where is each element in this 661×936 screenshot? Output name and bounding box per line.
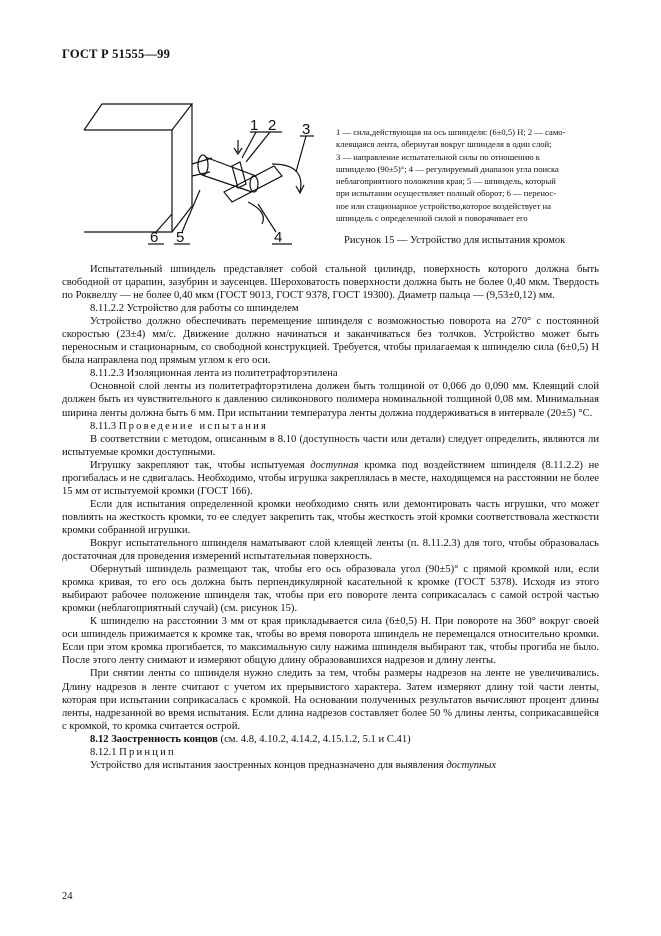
legend-line: шпиндель с определенной силой и поворачивает его [336,213,528,224]
section-title-bold: 8.12 Заостренность концов [90,733,218,745]
figure-label-1: 1 [250,117,259,134]
section-title: Принцип [119,746,176,758]
figure-label-4: 4 [274,229,283,246]
document-body [62,263,599,772]
legend-line: при испытании осуществляет полный оборот; 6 — перенос- [336,188,557,199]
standard-code: ГОСТ Р 51555—99 [62,47,171,61]
paragraph: Испытательный шпиндель представляет собой стальной цилиндр, поверхность которого должна быть свободной от царапин, зазубрин и заусенцев. Шероховатость поверхности должна быть не более 0,40 мкм. Твердость по Роквеллу — не более 0,40 мкм (ГОСТ 9013, ГОСТ 9378, ГОСТ 19300). Диаметр пальца — (9,53±0,12) мм. [62,264,599,302]
figure-label-3: 3 [302,121,311,138]
paragraph: Если для испытания определенной кромки необходимо снять или демонтировать часть игрушки, что может повлиять на жесткость кромки, то ее следует закрепить так, чтобы жесткость этой кромки соответствовала жесткости кромки собранной игрушки. [62,498,599,536]
emphasis: доступных [446,759,497,771]
paragraph: К шпинделю на расстоянии 3 мм от края прикладывается сила (6±0,5) Н. При повороте на 360° вокруг своей оси шпиндель прижимается к кромке так, чтобы во время поворота шпиндель не перемещался относительно кромки. Если при этом кромка прогибается, то максимальную силу нажима шпинделя выбирают так, чтобы прогиба не было. После этого ленту снимают и измеряют общую длину образовавшихся надрезов и длину ленты. [62,616,599,667]
paragraph [62,759,599,772]
section-heading [62,746,599,759]
paragraph: При снятии ленты со шпинделя нужно следить за тем, чтобы размеры надрезов на ленте не увеличивались. Длину надрезов в ленте считают с учетом их прерывистого характера. Затем измеряют длину той части ленты, которая при испытании соприкасалась с кромкой. На основании полученных результатов вычисляют процент длины ленты, надрезанной во время испытания. Если длина надрезов составляет более 50 % длины ленты, соприкасавшейся с кромкой, то кромка считается острой. [62,668,599,732]
text-run: кромка под воздействием шпинделя (8.11.2.2) не прогибалась и не сдвигалась. Необходимо, чтобы игрушка закреплялась в месте, находящемся на расстоянии не более 15 мм от испытуемой кромки (ГОСТ 166). [62,459,599,497]
edge-test-device-drawing [60,92,345,252]
section-number: 8.11.3 [90,420,117,432]
section-number: 8.12.1 [90,746,117,758]
legend-line: 3 — направление испытательной силы по отношению к [336,151,540,162]
paragraph: Вокруг испытательного шпинделя наматывают слой клеящей ленты (п. 8.11.2.3) для того, чтобы образовалась достаточная для проведения измерений испытательная поверхность. [62,537,599,563]
paragraph: Основной слой ленты из политетрафторэтилена должен быть толщиной от 0,066 до 0,090 мм. Клеящий слой должен быть из чувствительного к давлению силиконового полимера номинальной толщиной 0,08 мм. Минимальная ширина ленты должна быть 6 мм. При испытании температура ленты должна поддерживаться в интервале (20±5) °С. [62,381,599,419]
figure-label-6: 6 [150,229,159,246]
legend-line: шпинделю (90±5)°; 4 — регулируемый диапазон угла поиска [336,163,559,174]
figure-legend [336,126,598,224]
emphasis: доступная [310,459,359,471]
figure-label-5: 5 [176,229,185,246]
section-heading [62,733,599,746]
legend-line: неблагоприятного положения края; 5 — шпиндель, который [336,176,556,187]
figure-label-2: 2 [268,117,277,134]
paragraph [62,459,599,498]
legend-line: клеящаяся лента, обернутая вокруг шпинделя в один слой; [336,139,552,150]
legend-line: ное или стационарное устройство,которое воздействует на [336,200,551,211]
paragraph: Устройство должно обеспечивать перемещение шпинделя с возможностью поворота на 270° с постоянной скоростью (23±4) мм/с. Движение должно начинаться и заканчиваться без толчков. Устройство может быть переносным и стационарным, со свободной конструкцией. Требуется, чтобы прилагаемая к шпинделю сила (6±0,5) Н была направлена под прямым углом к его оси. [62,316,599,367]
section-heading [62,420,599,433]
section-heading: 8.11.2.2 Устройство для работы со шпинделем [90,303,299,315]
section-heading: 8.11.2.3 Изоляционная лента из политетрафторэтилена [90,368,338,380]
section-refs: (см. 4.8, 4.10.2, 4.14.2, 4.15.1.2, 5.1 и С.41) [217,733,411,745]
figure-caption: Рисунок 15 — Устройство для испытания кромок [344,235,566,246]
legend-line: 1 — сила,действующая на ось шпинделя: (6±0,5) Н; 2 — само- [336,127,566,137]
text-run: Устройство для испытания заостренных концов предназначено для выявления [90,759,447,771]
page-number: 24 [62,891,73,902]
text-run: Игрушку закрепляют так, чтобы испытуемая [90,459,311,471]
paragraph: В соответствии с методом, описанным в 8.10 (доступность части или детали) следует определить, являются ли испытуемые кромки доступными. [62,433,599,458]
section-title: Проведение испытания [118,420,269,432]
paragraph: Обернутый шпиндель размещают так, чтобы его ось образовала угол (90±5)° с прямой кромкой или, если кромка кривая, то его ось должна быть перпендикулярной касательной к кромке (ГОСТ 5378). Исходя из этого выбирают рабочее положение шпинделя так, чтобы при его повороте лента соприкасалась с самой острой частью кромки (неблагоприятный случай) (см. рисунок 15). [62,564,599,615]
